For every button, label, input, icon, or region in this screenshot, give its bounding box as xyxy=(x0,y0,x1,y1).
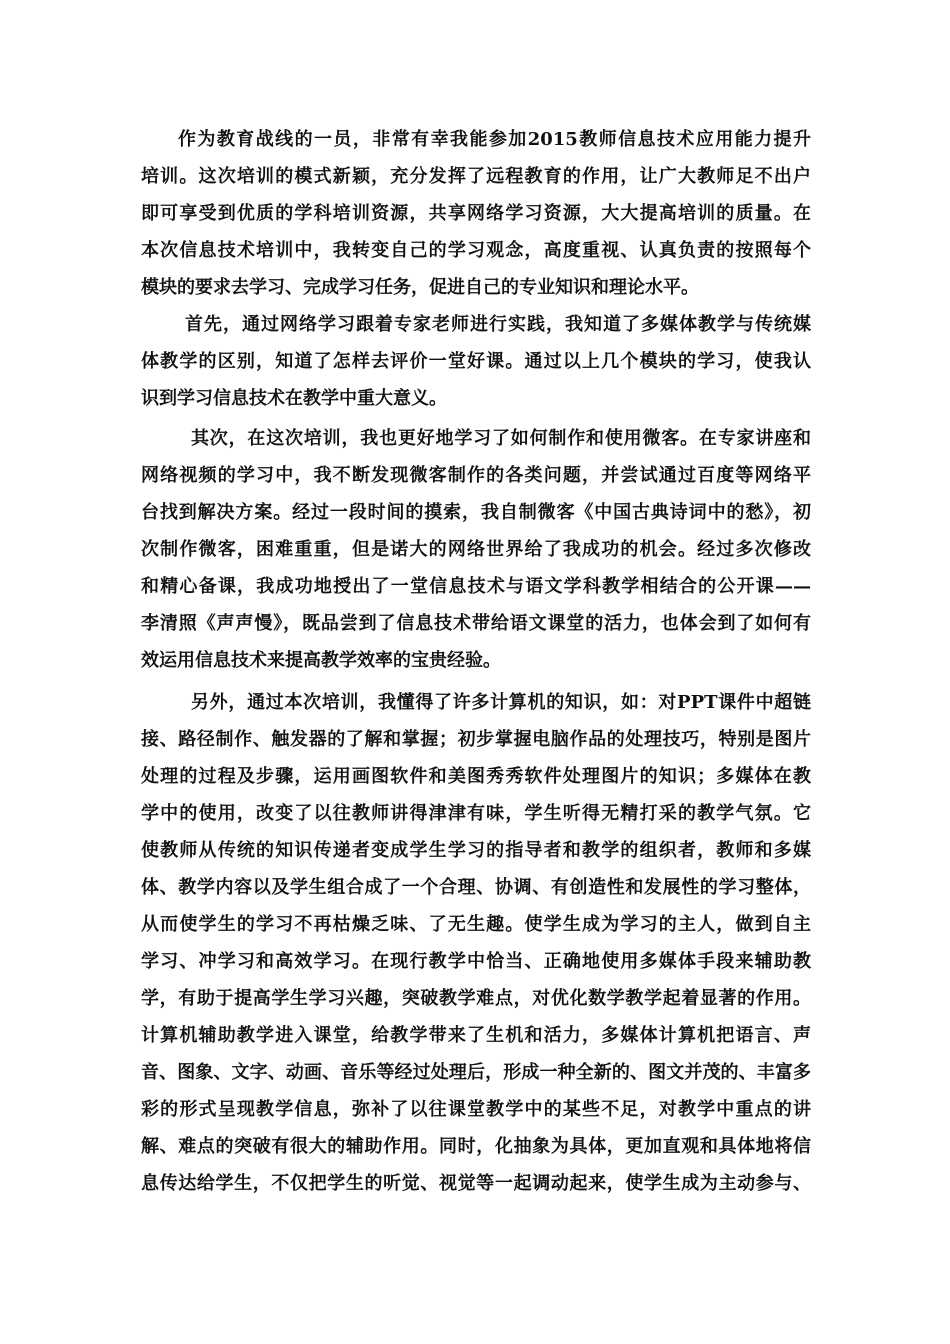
paragraph-4-line-1: 另外，通过本次培训，我懂得了许多计算机的知识，如：对PPT课件中超链 xyxy=(191,692,811,713)
paragraph-3-line-4: 次制作微客，困难重重，但是诺大的网络世界给了我成功的机会。经过多次修改 xyxy=(141,539,811,560)
paragraph-1-line-5: 模块的要求去学习、完成学习任务，促进自己的专业知识和理论水平。 xyxy=(141,277,699,298)
paragraph-3-line-1: 其次，在这次培训，我也更好地学习了如何制作和使用微客。在专家讲座和 xyxy=(191,428,811,449)
paragraph-4-line-8: 学习、冲学习和高效学习。在现行教学中恰当、正确地使用多媒体手段来辅助教 xyxy=(141,951,811,972)
paragraph-3-line-3: 台找到解决方案。经过一段时间的摸索，我自制微客《中国古典诗词中的愁》，初 xyxy=(141,502,811,523)
paragraph-1-line-2: 培训。这次培训的模式新颖，充分发挥了远程教育的作用，让广大教师足不出户 xyxy=(141,166,811,187)
paragraph-3-line-6: 李清照《声声慢》，既品尝到了信息技术带给语文课堂的活力，也体会到了如何有 xyxy=(141,613,811,634)
paragraph-4-line-3: 处理的过程及步骤，运用画图软件和美图秀秀软件处理图片的知识；多媒体在教 xyxy=(141,766,811,787)
paragraph-3-line-5: 和精心备课，我成功地授出了一堂信息技术与语文学科教学相结合的公开课—— xyxy=(141,576,811,597)
paragraph-4-line-7: 从而使学生的学习不再枯燥乏味、了无生趣。使学生成为学习的主人，做到自主 xyxy=(141,914,811,935)
paragraph-4-line-2: 接、路径制作、触发器的了解和掌握；初步掌握电脑作品的处理技巧，特别是图片 xyxy=(141,729,811,750)
paragraph-3-line-2: 网络视频的学习中，我不断发现微客制作的各类问题，并尝试通过百度等网络平 xyxy=(141,465,811,486)
paragraph-4-line-11: 音、图象、文字、动画、音乐等经过处理后，形成一种全新的、图文并茂的、丰富多 xyxy=(141,1062,811,1083)
paragraph-4-line-9: 学，有助于提高学生学习兴趣，突破教学难点，对优化数学教学起着显著的作用。 xyxy=(141,988,811,1009)
paragraph-4-line-14: 息传达给学生，不仅把学生的听觉、视觉等一起调动起来，使学生成为主动参与、 xyxy=(141,1173,811,1194)
paragraph-4-line-12: 彩的形式呈现教学信息，弥补了以往课堂教学中的某些不足，对教学中重点的讲 xyxy=(141,1099,811,1120)
paragraph-2-line-1: 首先，通过网络学习跟着专家老师进行实践，我知道了多媒体教学与传统媒 xyxy=(185,314,811,335)
paragraph-4-line-10: 计算机辅助教学进入课堂，给教学带来了生机和活力，多媒体计算机把语言、声 xyxy=(141,1025,811,1046)
paragraph-1-line-3: 即可享受到优质的学科培训资源，共享网络学习资源，大大提高培训的质量。在 xyxy=(141,203,811,224)
paragraph-4-line-5: 使教师从传统的知识传递者变成学生学习的指导者和教学的组织者，教师和多媒 xyxy=(141,840,811,861)
paragraph-4-line-13: 解、难点的突破有很大的辅助作用。同时，化抽象为具体，更加直观和具体地将信 xyxy=(141,1136,811,1157)
paragraph-1-line-4: 本次信息技术培训中，我转变自己的学习观念，高度重视、认真负责的按照每个 xyxy=(141,240,811,261)
paragraph-2-line-3: 识到学习信息技术在教学中重大意义。 xyxy=(141,388,447,409)
paragraph-4-line-4: 学中的使用，改变了以往教师讲得津津有味，学生听得无精打采的教学气氛。它 xyxy=(141,803,811,824)
paragraph-3-line-7: 效运用信息技术来提高教学效率的宝贵经验。 xyxy=(141,650,501,671)
paragraph-4-line-6: 体、教学内容以及学生组合成了一个合理、协调、有创造性和发展性的学习整体， xyxy=(141,877,811,898)
paragraph-2-line-2: 体教学的区别，知道了怎样去评价一堂好课。通过以上几个模块的学习，使我认 xyxy=(141,351,811,372)
paragraph-1-line-1: 作为教育战线的一员，非常有幸我能参加2015教师信息技术应用能力提升 xyxy=(178,129,811,150)
